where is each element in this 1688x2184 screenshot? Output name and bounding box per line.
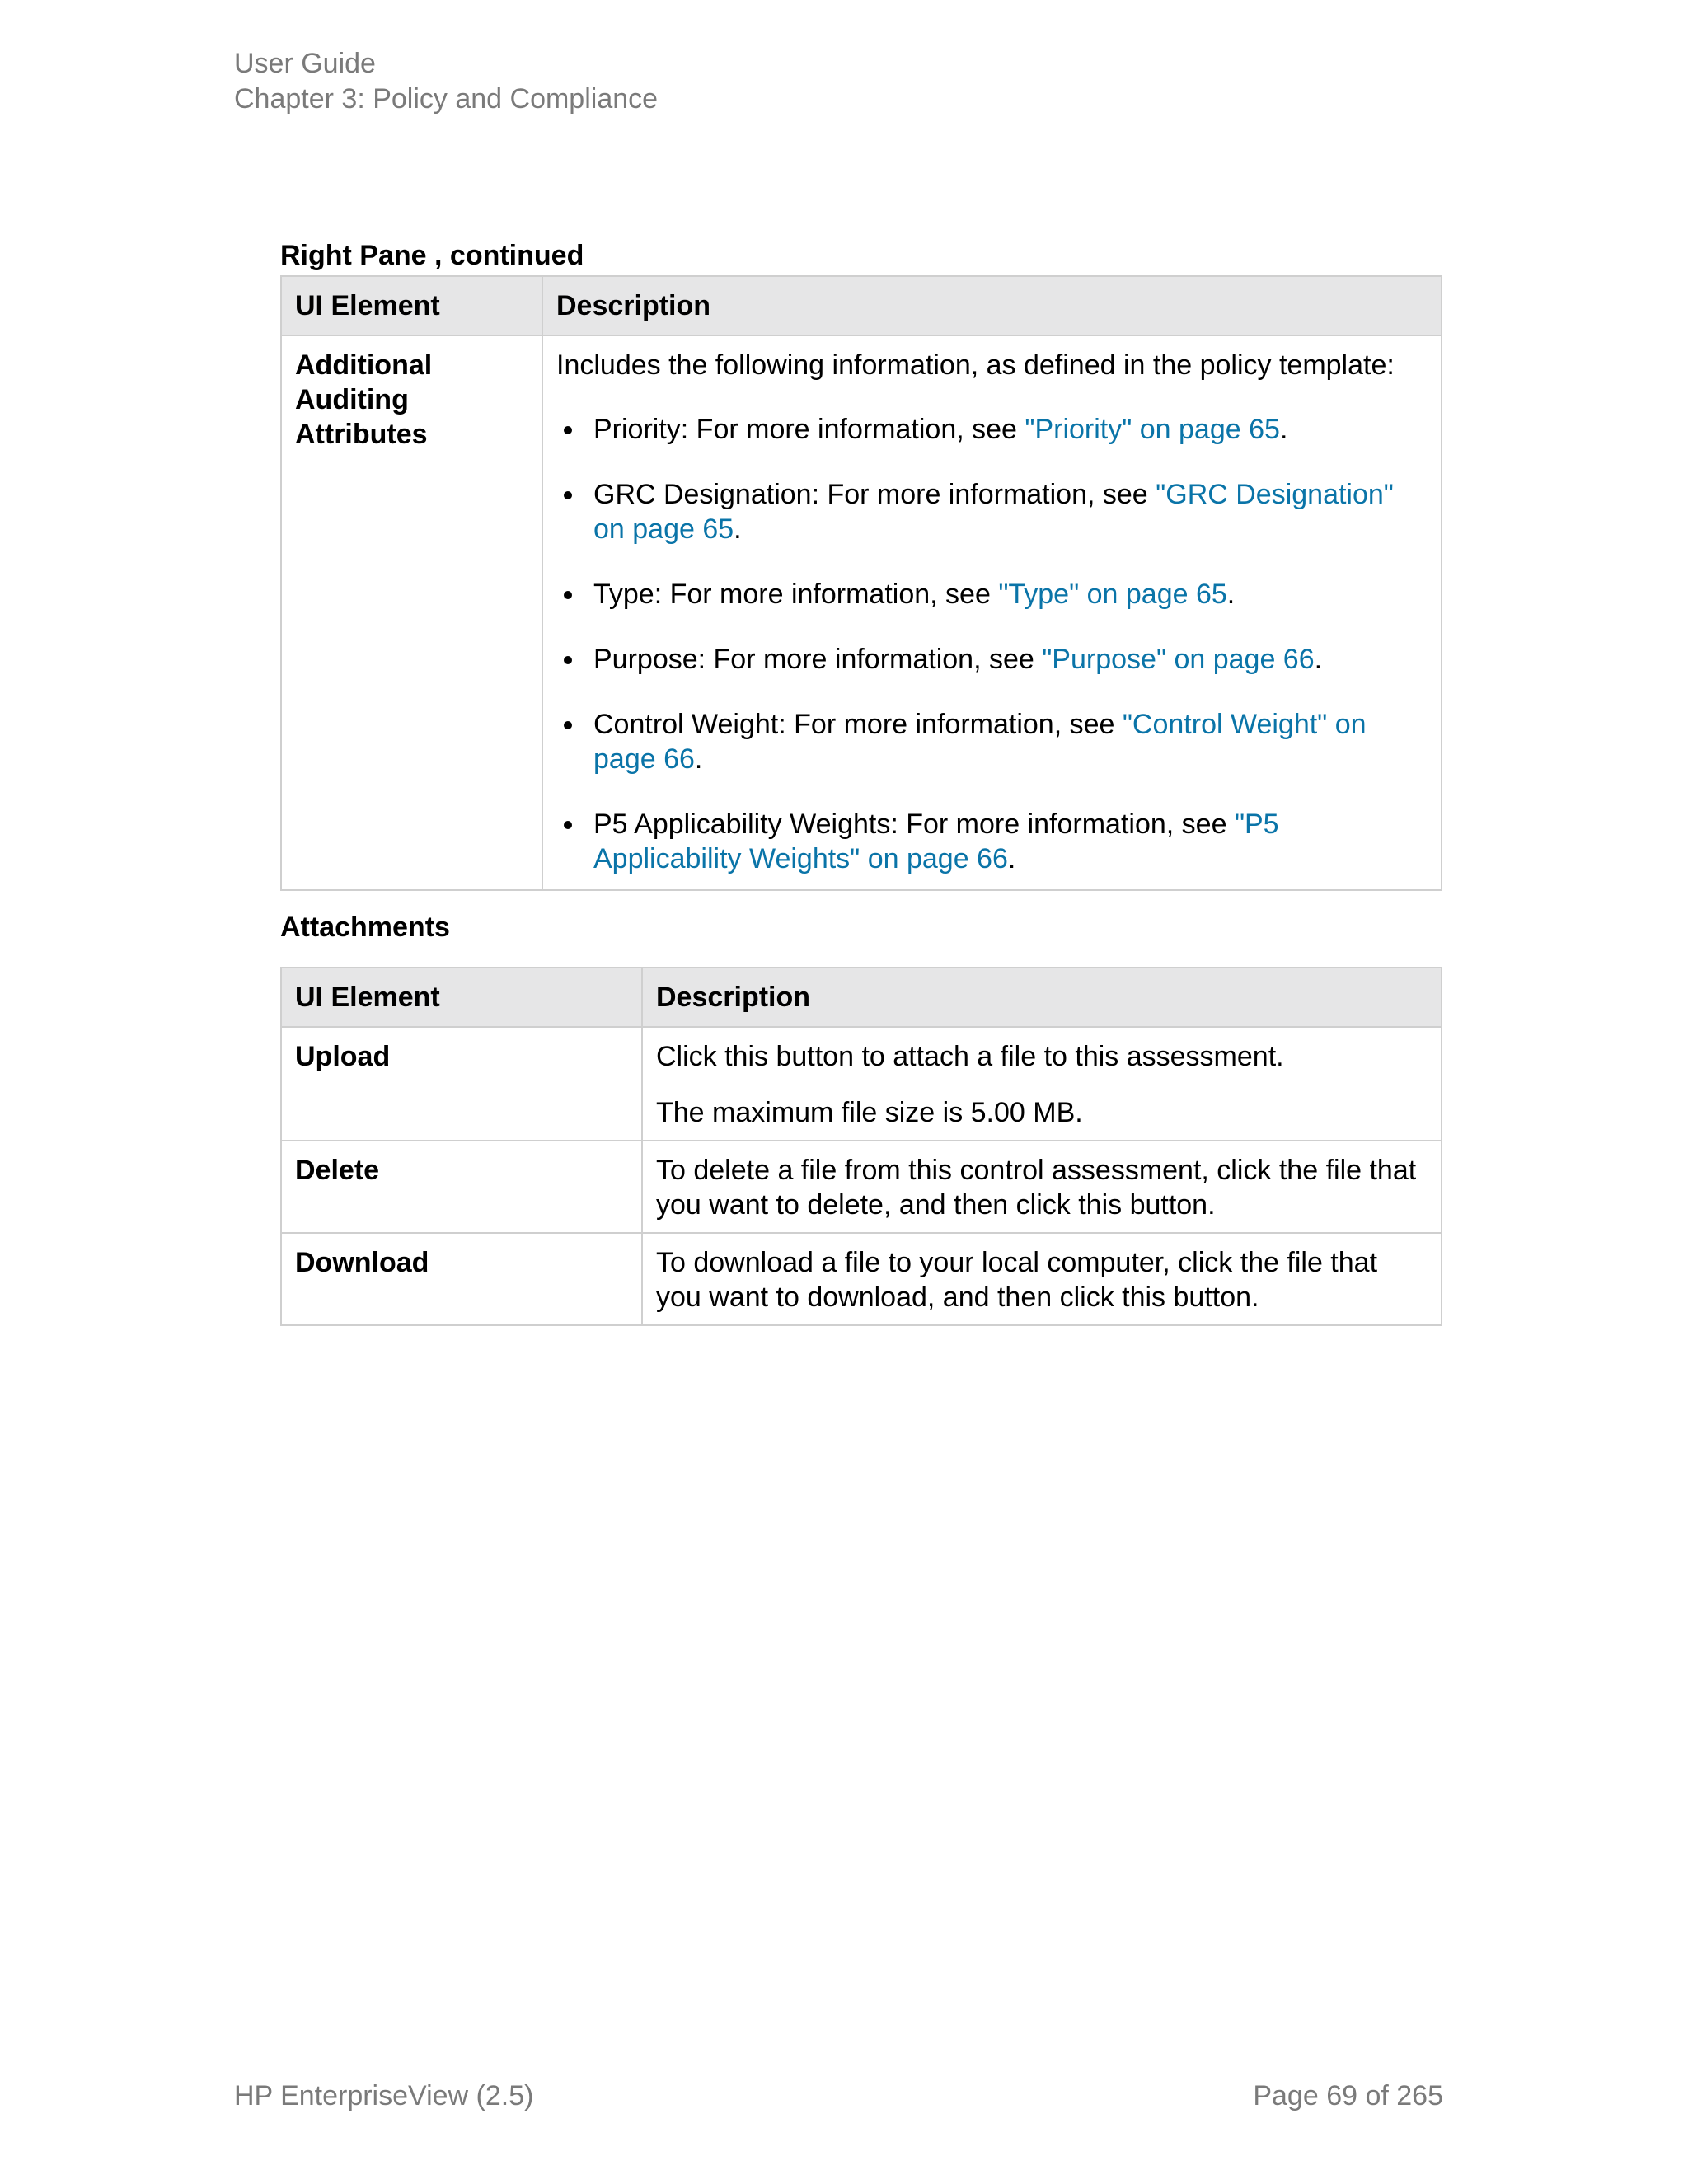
attribute-list bbox=[556, 412, 1428, 876]
description-text: The maximum file size is 5.00 MB. bbox=[656, 1097, 1083, 1128]
bullet-icon bbox=[564, 721, 572, 729]
bullet-text: GRC Designation: For more information, see bbox=[593, 479, 1156, 510]
doc-title: User Guide bbox=[234, 48, 376, 79]
bullet-text: Type: For more information, see bbox=[593, 579, 999, 610]
xref-link-type[interactable]: "Type" on page 65 bbox=[998, 579, 1227, 610]
bullet-icon bbox=[564, 591, 572, 599]
bullet-tail: . bbox=[734, 513, 742, 545]
table-header-row bbox=[281, 968, 1442, 1027]
description-cell bbox=[642, 1233, 1442, 1325]
ui-element-download: Download bbox=[281, 1233, 642, 1325]
xref-link-grc-designation[interactable]: "GRC Designation" on page 65 bbox=[593, 479, 1394, 545]
bullet-icon bbox=[564, 491, 572, 499]
list-item bbox=[556, 807, 1428, 876]
bullet-text: Priority: For more information, see bbox=[593, 414, 1025, 445]
bullet-tail: . bbox=[694, 743, 703, 775]
bullet-icon bbox=[564, 821, 572, 829]
description-cell bbox=[642, 1141, 1442, 1233]
xref-link-priority[interactable]: "Priority" on page 65 bbox=[1025, 414, 1280, 445]
footer-product: HP EnterpriseView (2.5) bbox=[234, 2080, 534, 2111]
xref-link-p5-applicability-weights[interactable]: "P5 Applicability Weights" on page 66 bbox=[593, 808, 1279, 874]
right-pane-caption: Right Pane , continued bbox=[280, 240, 584, 271]
column-header-description: Description bbox=[542, 276, 1442, 335]
description-intro: Includes the following information, as defined in the policy template: bbox=[556, 349, 1395, 381]
ui-element-delete: Delete bbox=[281, 1141, 642, 1233]
list-item bbox=[556, 412, 1428, 447]
bullet-tail: . bbox=[1279, 414, 1288, 445]
bullet-icon bbox=[564, 426, 572, 434]
description-text: To download a file to your local computer, click the file that you want to download, and then click this button. bbox=[656, 1247, 1378, 1313]
table-header-row bbox=[281, 276, 1442, 335]
attachments-caption: Attachments bbox=[280, 912, 450, 943]
column-header-description: Description bbox=[642, 968, 1442, 1027]
description-cell bbox=[542, 335, 1442, 890]
list-item bbox=[556, 642, 1428, 677]
bullet-text: Control Weight: For more information, see bbox=[593, 709, 1123, 740]
page-content bbox=[280, 239, 1442, 1326]
bullet-icon bbox=[564, 656, 572, 664]
column-header-ui-element: UI Element bbox=[281, 276, 542, 335]
bullet-text: Purpose: For more information, see bbox=[593, 644, 1043, 675]
table-row bbox=[281, 1233, 1442, 1325]
table-row bbox=[281, 1141, 1442, 1233]
ui-element-cell: Additional Auditing Attributes bbox=[281, 335, 542, 890]
bullet-text: P5 Applicability Weights: For more information, see bbox=[593, 808, 1235, 840]
description-text: To delete a file from this control assessment, click the file that you want to delete, and then click this button. bbox=[656, 1155, 1417, 1221]
xref-link-purpose[interactable]: "Purpose" on page 66 bbox=[1042, 644, 1315, 675]
footer-page-number: Page 69 of 265 bbox=[1253, 2080, 1443, 2111]
description-text: Click this button to attach a file to this assessment. bbox=[656, 1041, 1284, 1072]
running-header bbox=[234, 46, 658, 117]
list-item bbox=[556, 577, 1428, 612]
table-row bbox=[281, 335, 1442, 890]
chapter-title: Chapter 3: Policy and Compliance bbox=[234, 83, 659, 115]
list-item bbox=[556, 477, 1428, 546]
bullet-tail: . bbox=[1314, 644, 1323, 675]
right-pane-table bbox=[280, 275, 1442, 891]
xref-link-control-weight[interactable]: "Control Weight" on page 66 bbox=[593, 709, 1367, 775]
list-item bbox=[556, 707, 1428, 776]
column-header-ui-element: UI Element bbox=[281, 968, 642, 1027]
description-cell bbox=[642, 1027, 1442, 1141]
ui-element-upload: Upload bbox=[281, 1027, 642, 1141]
attachments-table bbox=[280, 967, 1442, 1326]
table-row bbox=[281, 1027, 1442, 1141]
bullet-tail: . bbox=[1226, 579, 1236, 610]
bullet-tail: . bbox=[1007, 843, 1016, 874]
